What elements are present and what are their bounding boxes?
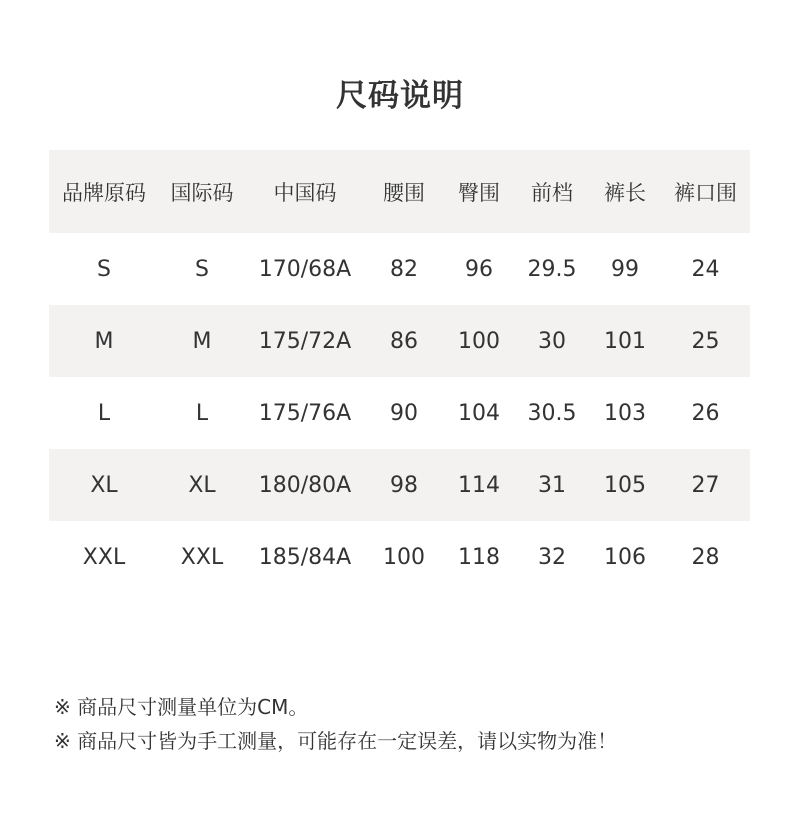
table-cell: S	[97, 256, 111, 282]
table-cell: 30	[538, 328, 566, 354]
table-cell: 170/68A	[258, 256, 352, 282]
note-measurement-unit: ※ 商品尺寸测量单位为CM。	[54, 695, 309, 719]
table-cell: 28	[691, 544, 720, 570]
table-row	[49, 449, 750, 521]
table-header-row	[49, 150, 750, 233]
table-cell: XXL	[180, 544, 224, 570]
size-table	[49, 150, 750, 593]
header-international-size: 国际码	[170, 180, 234, 205]
table-cell: 104	[458, 400, 500, 426]
table-cell: 32	[538, 544, 566, 570]
table-cell: 100	[383, 544, 425, 570]
table-cell: M	[94, 328, 114, 354]
table-cell: 98	[390, 472, 418, 498]
size-notes	[54, 690, 774, 758]
table-cell: 103	[604, 400, 646, 426]
table-row	[49, 305, 750, 377]
table-row	[49, 521, 750, 593]
table-cell: 106	[604, 544, 646, 570]
header-china-size: 中国码	[273, 180, 337, 205]
table-cell: 96	[465, 256, 493, 282]
table-cell: 29.5	[527, 256, 577, 282]
table-cell: 31	[538, 472, 566, 498]
header-front-rise: 前档	[531, 180, 573, 205]
table-cell: L	[195, 400, 209, 426]
table-cell: 90	[390, 400, 418, 426]
header-hip: 臀围	[458, 180, 500, 205]
table-cell: 82	[390, 256, 418, 282]
table-cell: M	[192, 328, 212, 354]
table-cell: 175/76A	[258, 400, 352, 426]
header-leg-opening: 裤口围	[674, 180, 737, 205]
table-cell: 180/80A	[258, 472, 352, 498]
table-cell: XL	[90, 472, 118, 498]
table-cell: 26	[691, 400, 720, 426]
table-cell: S	[195, 256, 209, 282]
table-cell: 86	[390, 328, 418, 354]
table-cell: XL	[188, 472, 216, 498]
table-cell: 99	[611, 256, 639, 282]
table-cell: 105	[604, 472, 646, 498]
table-cell: 114	[458, 472, 500, 498]
header-pants-length: 裤长	[604, 180, 646, 205]
table-cell: 185/84A	[258, 544, 352, 570]
note-measurement-error: ※ 商品尺寸皆为手工测量，可能存在一定误差，请以实物为准！	[54, 729, 618, 753]
table-cell: 25	[691, 328, 720, 354]
table-cell: 118	[458, 544, 500, 570]
table-cell: 30.5	[527, 400, 577, 426]
table-cell: 175/72A	[258, 328, 352, 354]
table-cell: 24	[691, 256, 720, 282]
table-row	[49, 377, 750, 449]
table-cell: 27	[691, 472, 720, 498]
table-cell: L	[97, 400, 111, 426]
header-waist: 腰围	[383, 180, 425, 205]
table-cell: 100	[458, 328, 500, 354]
page-title: 尺码说明	[336, 78, 464, 114]
table-cell: 101	[604, 328, 646, 354]
header-brand-size: 品牌原码	[62, 180, 146, 205]
table-row	[49, 233, 750, 305]
table-cell: XXL	[82, 544, 126, 570]
